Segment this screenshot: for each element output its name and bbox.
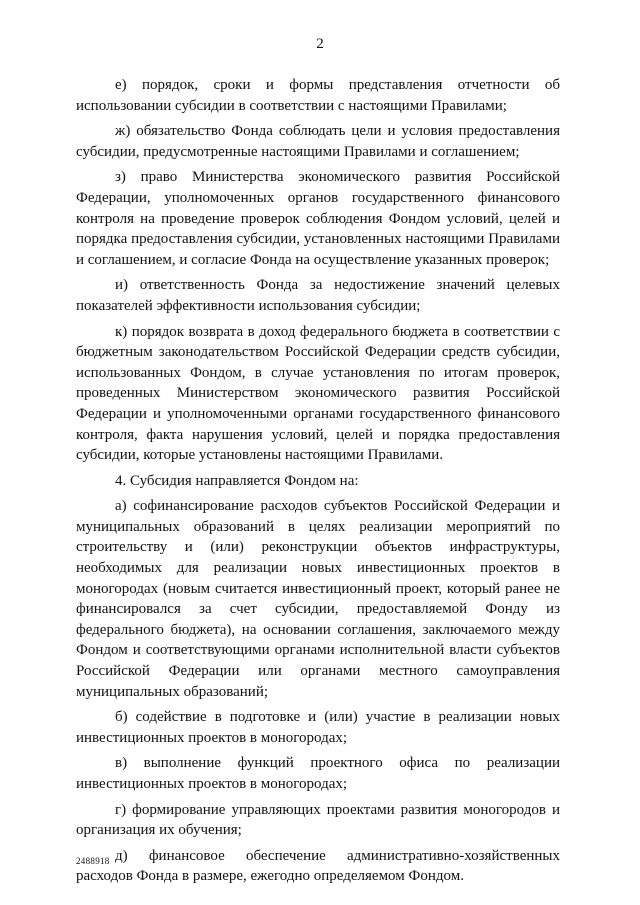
page-number: 2 [316, 36, 324, 52]
paragraph-a: а) софинансирование расходов субъектов Российской Федерации и муниципальных образований в целях реализации мероприятий по строительству и (или) реконструкции объектов инфраструктуры, необходимых для реализации новых инвестиционных проектов в моногородах (новым считается инвестиционный проект, который ранее не финансировался за счет субсидии, предоставляемой Фонду из федерального бюджета), на основании соглашения, заключаемого между Фондом и соответствующими органами исполнительной власти субъектов Российской Федерации или органами местного самоуправления муниципальных образований; [76, 498, 560, 700]
document-code: 2488918 [76, 856, 110, 866]
paragraph-z: з) право Министерства экономического развития Российской Федерации, уполномоченных органов государственного финансового контроля на проведение проверок соблюдения Фондом условий, целей и порядка предоставления субсидии, установленных настоящими Правилами и соглашением, и согласие Фонда на осуществление указанных проверок; [76, 169, 560, 268]
paragraph-e: е) порядок, сроки и формы представления отчетности об использовании субсидии в соответствии с настоящими Правилами; [76, 77, 560, 114]
paragraph-b: б) содействие в подготовке и (или) участие в реализации новых инвестиционных проектов в моногородах; [76, 709, 560, 746]
paragraph-v: в) выполнение функций проектного офиса по реализации инвестиционных проектов в моногородах; [76, 755, 560, 792]
paragraph-g: г) формирование управляющих проектами развития моногородов и организация их обучения; [76, 801, 560, 839]
paragraph-i: и) ответственность Фонда за недостижение значений целевых показателей эффективности использования субсидии; [76, 277, 560, 314]
section-4-heading: 4. Субсидия направляется Фондом на: [115, 472, 359, 489]
document-body [76, 75, 560, 892]
paragraph-k: к) порядок возврата в доход федерального бюджета в соответствии с бюджетным законодательством Российской Федерации средств субсидии, использованных Фондом, в случае установления по итогам проверок, проведенных Министерством экономического развития Российской Федерации и уполномоченными органами государственного финансового контроля, факта нарушения условий, целей и порядка предоставления субсидии, которые установлены настоящими Правилами. [76, 323, 560, 464]
paragraph-d: д) финансовое обеспечение административно-хозяйственных расходов Фонда в размере, ежегодно определяемом Фондом. [76, 847, 560, 885]
paragraph-zh: ж) обязательство Фонда соблюдать цели и условия предоставления субсидии, предусмотренные настоящими Правилами и соглашением; [76, 123, 560, 160]
